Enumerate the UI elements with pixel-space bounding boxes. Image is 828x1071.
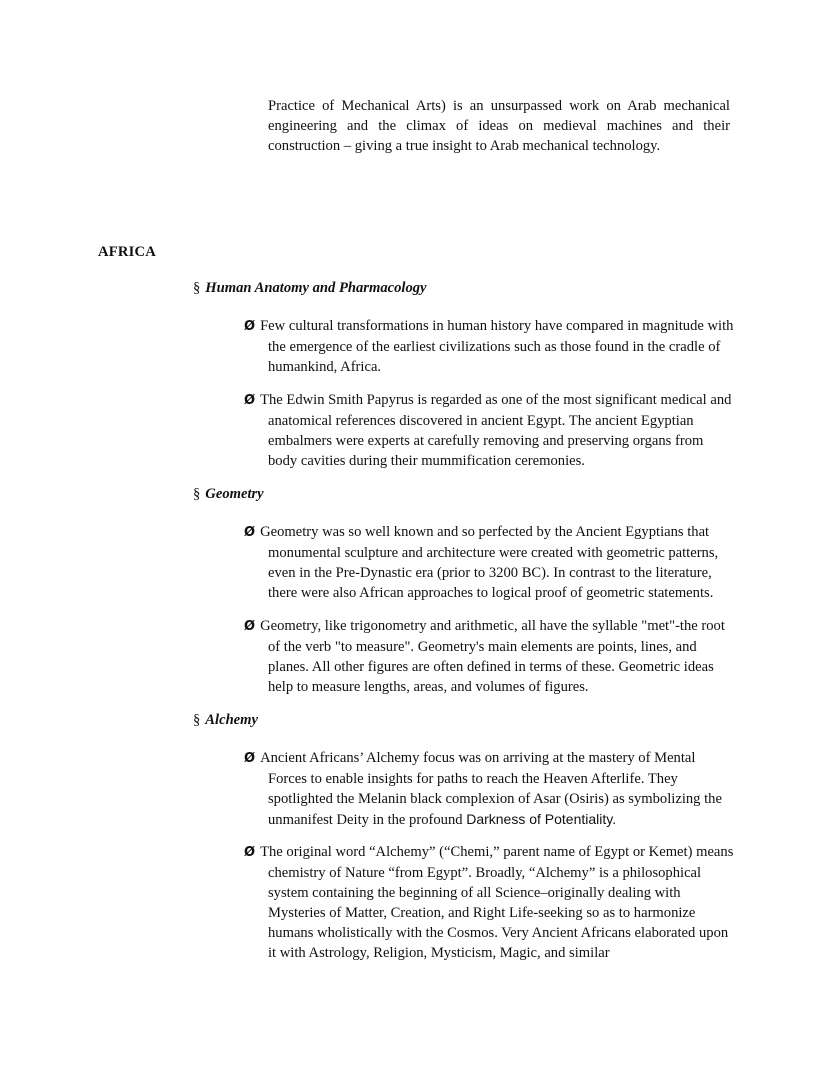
- section-marker: §: [193, 486, 201, 502]
- section-heading-anatomy: [193, 280, 427, 297]
- bullet-text: The Edwin Smith Papyrus is regarded as one of the most significant medical and anatomical references discovered in ancient Egypt. The ancient Egyptian embalmers were experts at carefully removing and preserving organs from body cavities during their mummification ceremonies.: [260, 392, 732, 469]
- bullet-marker: Ø: [244, 619, 256, 634]
- bullet-item: [244, 616, 734, 697]
- bullet-item: [244, 390, 734, 471]
- bullet-item: [244, 522, 734, 603]
- section-heading-geometry: [193, 486, 264, 503]
- bullet-marker: Ø: [244, 319, 256, 334]
- section-title: Human Anatomy and Pharmacology: [205, 280, 427, 296]
- section-title: Alchemy: [205, 712, 258, 728]
- bullet-item: [244, 842, 734, 963]
- region-heading-africa: AFRICA: [98, 244, 156, 260]
- bullet-text: Few cultural transformations in human history have compared in magnitude with the emergence of the earliest civilizations such as those found in the cradle of humankind, Africa.: [260, 318, 734, 375]
- section-marker: §: [193, 280, 201, 296]
- bullet-marker: Ø: [244, 751, 256, 766]
- bullet-marker: Ø: [244, 845, 256, 860]
- bullet-marker: Ø: [244, 393, 256, 408]
- section-marker: §: [193, 712, 201, 728]
- bullet-marker: Ø: [244, 525, 256, 540]
- bullet-text: Geometry, like trigonometry and arithmetic, all have the syllable "met"-the root of the verb "to measure". Geometry's main elements are points, lines, and planes. All other figures are often defined in terms of these. Geometric ideas help to measure lengths, areas, and volumes of figures.: [260, 618, 725, 695]
- continuation-paragraph: Practice of Mechanical Arts) is an unsurpassed work on Arab mechanical engineering and the climax of ideas on medieval machines and their construction – giving a true insight to Arab mechanical technology.: [268, 98, 730, 154]
- bullet-item: [244, 748, 734, 830]
- bullet-text: The original word “Alchemy” (“Chemi,” parent name of Egypt or Kemet) means chemistry of Nature “from Egypt”. Broadly, “Alchemy” is a philosophical system containing the beginning of all Science–originally dealing with Mysteries of Matter, Creation, and Right Life-seeking so as to harmonize humans wholistically with the Cosmos. Very Ancient Africans elaborated upon it with Astrology, Religion, Mysticism, Magic, and similar: [260, 844, 734, 961]
- bullet-item: [244, 316, 734, 377]
- bullet-text: Ancient Africans’ Alchemy focus was on arriving at the mastery of Mental Forces to enable insights for paths to reach the Heaven Afterlife. They spotlighted the Melanin black complexion of Asar (Osiris) as symbolizing the unmanifest Deity in the profound: [260, 750, 722, 828]
- section-heading-alchemy: [193, 712, 258, 729]
- section-title: Geometry: [205, 486, 264, 502]
- bullet-text: Geometry was so well known and so perfected by the Ancient Egyptians that monumental sculpture and architecture were created with geometric patterns, even in the Pre-Dynastic era (prior to 3200 BC). In contrast to the literature, there were also African approaches to logical proof of geometric statements.: [260, 524, 719, 601]
- bullet-text-sans-tail: Darkness of Potentiality.: [466, 811, 617, 827]
